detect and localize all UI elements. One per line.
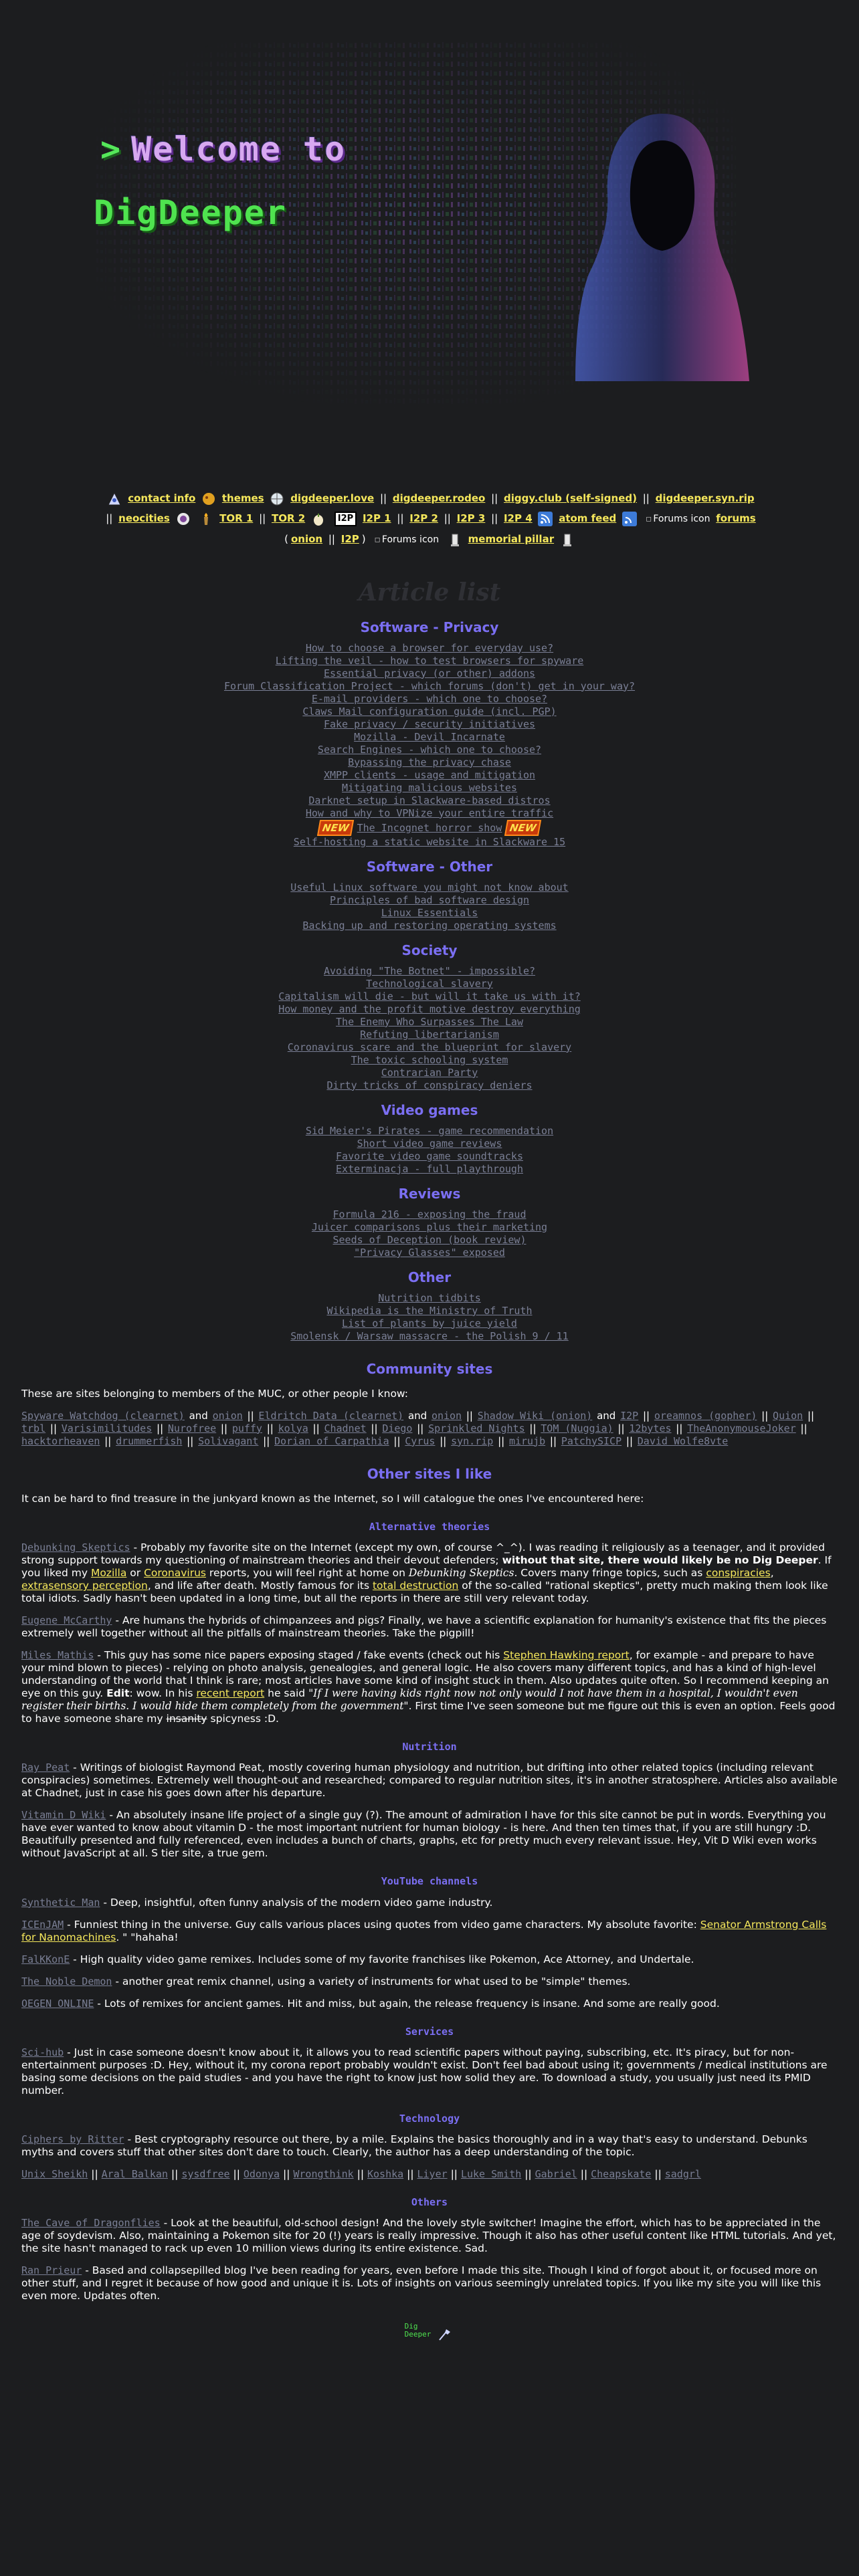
site-link[interactable]: Wrongthink bbox=[293, 2168, 354, 2181]
nav-atom-feed[interactable]: atom feed bbox=[559, 512, 617, 524]
body-text: || bbox=[353, 2168, 367, 2181]
article-link[interactable]: List of plants by juice yield bbox=[342, 1317, 517, 1329]
separator: || bbox=[153, 1422, 167, 1434]
site-link[interactable]: Synthetic Man bbox=[21, 1896, 100, 1909]
nav-forums-onion[interactable]: onion bbox=[290, 533, 323, 545]
site-link[interactable]: The Cave of Dragonflies bbox=[21, 2217, 161, 2230]
site-link[interactable]: Ran Prieur bbox=[21, 2264, 82, 2277]
article-link[interactable]: Useful Linux software you might not know about bbox=[290, 881, 569, 893]
community-site-link[interactable]: oreamnos (gopher) bbox=[654, 1409, 757, 1422]
community-site-link[interactable]: onion bbox=[212, 1409, 243, 1422]
site-link[interactable]: Cheapskate bbox=[591, 2168, 652, 2181]
atom-feed-icon bbox=[622, 512, 637, 526]
community-site-link[interactable]: syn.rip bbox=[451, 1434, 494, 1447]
site-link[interactable]: Gabriel bbox=[535, 2168, 577, 2181]
tor-icon bbox=[176, 512, 191, 526]
body-text: - This guy has some nice papers exposing staged / fake events (check out his bbox=[94, 1649, 504, 1662]
header-banner bbox=[0, 0, 859, 461]
community-site-link[interactable]: Chadnet bbox=[324, 1422, 367, 1434]
article-link[interactable]: Contrarian Party bbox=[381, 1066, 478, 1079]
article-link[interactable]: Claws Mail configuration guide (incl. PGP) bbox=[302, 705, 557, 718]
inline-link[interactable]: conspiracies bbox=[706, 1567, 771, 1580]
contact-icon bbox=[107, 492, 122, 506]
article-link[interactable]: Essential privacy (or other) addons bbox=[323, 667, 536, 679]
torch-icon bbox=[199, 512, 213, 526]
body-text: || bbox=[88, 2168, 102, 2181]
article-link[interactable]: Mozilla - Devil Incarnate bbox=[354, 730, 505, 743]
article-link[interactable]: Principles of bad software design bbox=[329, 893, 529, 906]
inline-link[interactable]: Mozilla bbox=[90, 1567, 127, 1580]
nav-i2p-2[interactable]: I2P 2 bbox=[409, 512, 438, 524]
inline-link[interactable]: Stephen Hawking report bbox=[503, 1649, 630, 1662]
pillar-icon-right bbox=[560, 532, 575, 547]
community-site-link[interactable]: David Wolfe8vte bbox=[637, 1434, 729, 1447]
forums-icon: ▫ Forums icon bbox=[646, 514, 710, 524]
group-title: Services bbox=[405, 2025, 454, 2038]
nav-diggy-club[interactable]: diggy.club (self-signed) bbox=[504, 492, 637, 504]
article-link[interactable]: Fake privacy / security initiatives bbox=[323, 718, 536, 730]
separator: || bbox=[614, 1422, 628, 1434]
article-link-new[interactable]: The Incognet horror show bbox=[357, 821, 502, 834]
separator: || bbox=[217, 1422, 231, 1434]
separator: || bbox=[526, 1422, 540, 1434]
emphasis-text: Edit bbox=[106, 1687, 130, 1700]
body-text: , and life after death. Mostly famous for its bbox=[147, 1580, 373, 1592]
body-text: spicyness :D. bbox=[207, 1713, 279, 1725]
site-entry bbox=[21, 1614, 838, 1640]
separator: || bbox=[672, 1422, 686, 1434]
category-links bbox=[21, 1125, 838, 1176]
separator: || bbox=[390, 1434, 404, 1447]
article-link[interactable]: Exterminacja - full playthrough bbox=[336, 1162, 523, 1175]
site-link[interactable]: Eugene McCarthy bbox=[21, 1614, 112, 1627]
body-text: - An absolutely insane life project of a single guy (?). The amount of admiration I have for this site cannot be put in words. Everything you have ever wanted to know about vitamin D - the most important nutrient for human biology - is here. And then ten times that, if you are still hungry :D. Beautifully presented and fully referenced, even includes a bunch of charts, graphs, etc for pretty much every relevant issue. Hey, Vit D Wiki even works without JavaScript at all. S tier site, a true gem. bbox=[21, 1809, 826, 1860]
community-site-link[interactable]: puffy bbox=[231, 1422, 262, 1434]
site-entry bbox=[21, 1897, 838, 1909]
body-text: , bbox=[770, 1567, 774, 1580]
community-site-link[interactable]: Spyware Watchdog (clearnet) bbox=[21, 1409, 185, 1422]
group-title: Others bbox=[411, 2196, 448, 2209]
site-link[interactable]: Odonya bbox=[243, 2168, 280, 2181]
article-link[interactable]: Nutrition tidbits bbox=[378, 1291, 481, 1304]
body-text: || bbox=[280, 2168, 294, 2181]
separator: || bbox=[101, 1434, 115, 1447]
nav-forums[interactable]: forums bbox=[716, 512, 756, 524]
globe-icon bbox=[270, 492, 284, 506]
body-text: - another great remix channel, using a variety of instruments for what used to be "simple" themes. bbox=[112, 1975, 631, 1988]
article-link[interactable]: Sid Meier's Pirates - game recommendation bbox=[305, 1124, 554, 1137]
inline-link[interactable]: recent report bbox=[196, 1687, 265, 1700]
community-site-link[interactable]: mirujb bbox=[508, 1434, 546, 1447]
community-site-link[interactable]: Dorian of Carpathia bbox=[274, 1434, 389, 1447]
body-text: || bbox=[229, 2168, 244, 2181]
body-text: || bbox=[521, 2168, 535, 2181]
article-link[interactable]: Coronavirus scare and the blueprint for slavery bbox=[287, 1041, 572, 1053]
body-text: - Deep, insightful, often funny analysis of the modern video game industry. bbox=[100, 1896, 493, 1909]
community-site-link[interactable]: PatchySICP bbox=[561, 1434, 622, 1447]
article-link[interactable]: How money and the profit motive destroy everything bbox=[278, 1002, 581, 1015]
article-link[interactable]: Self-hosting a static website in Slackware 15 bbox=[293, 835, 566, 848]
community-site-link[interactable]: kolya bbox=[278, 1422, 308, 1434]
site-link[interactable]: Ray Peat bbox=[21, 1761, 70, 1774]
other-sites-groups bbox=[21, 1520, 838, 2303]
new-badge-icon: NEW bbox=[317, 820, 355, 836]
welcome-label: Welcome to bbox=[131, 130, 347, 169]
body-text: he said bbox=[264, 1687, 309, 1700]
footer-shovel-icon bbox=[437, 2327, 452, 2341]
body-text: . If you liked my bbox=[21, 1554, 832, 1580]
forums-icon-2: ▫ Forums icon bbox=[374, 534, 439, 545]
site-link[interactable]: Aral Balkan bbox=[101, 2168, 168, 2181]
nav-memorial-pillar[interactable]: memorial pillar bbox=[468, 533, 555, 545]
article-link[interactable]: Favorite video game soundtracks bbox=[336, 1150, 523, 1162]
article-link[interactable]: Technological slavery bbox=[366, 977, 493, 990]
hooded-figure-illustration bbox=[575, 100, 749, 381]
community-site-link[interactable]: Sprinkled Nights bbox=[428, 1422, 525, 1434]
site-link[interactable]: sysdfree bbox=[181, 2168, 230, 2181]
body-text: - Probably my favorite site on the Internet (except my own, of course ^_^). I was reading it religiously as a teenager, and it provided strong support towards my questioning of mainstream theories and their devout defenders; bbox=[21, 1541, 825, 1567]
footer-logo[interactable]: Dig Deeper bbox=[404, 2322, 432, 2339]
main-content bbox=[21, 576, 838, 2341]
body-text: - Based and collapsepilled blog I've been reading for years, even before I made this site. Though I kind of forgot about it, or focused more on other stuff, and I regret it because of how good and unique it is. Lots of insights on various seemingly unrelated topics. If you like my site you will like this even more. Updates often. bbox=[21, 2264, 822, 2302]
nav-tor-1[interactable]: TOR 1 bbox=[219, 512, 254, 524]
community-site-link[interactable]: hacktorheaven bbox=[21, 1434, 100, 1447]
inline-link[interactable]: extrasensory perception bbox=[21, 1580, 148, 1592]
site-link[interactable]: Koshka bbox=[367, 2168, 404, 2181]
site-link[interactable]: sadgrl bbox=[664, 2168, 701, 2181]
site-link[interactable]: ICEnJAM bbox=[21, 1918, 64, 1931]
site-entry bbox=[21, 1975, 838, 1988]
article-link[interactable]: Bypassing the privacy chase bbox=[348, 756, 511, 768]
site-entry bbox=[21, 1919, 838, 1944]
article-link[interactable]: Short video game reviews bbox=[357, 1137, 502, 1150]
body-text: || bbox=[168, 2168, 182, 2181]
separator: || bbox=[367, 1422, 381, 1434]
site-link[interactable]: Miles Mathis bbox=[21, 1649, 94, 1662]
themes-icon bbox=[201, 492, 216, 506]
footer bbox=[21, 2323, 838, 2341]
article-link[interactable]: "Privacy Glasses" exposed bbox=[354, 1246, 505, 1259]
separator: and bbox=[593, 1409, 619, 1422]
body-text: || bbox=[447, 2168, 461, 2181]
category-title: Software - Other bbox=[366, 858, 493, 875]
category-links bbox=[21, 881, 838, 932]
separator: || bbox=[47, 1422, 60, 1434]
site-link[interactable]: Unix Sheikh bbox=[21, 2168, 88, 2181]
community-links bbox=[21, 1410, 838, 1448]
new-badge-icon: NEW bbox=[504, 820, 542, 836]
site-entry bbox=[21, 2046, 838, 2097]
category-title: Society bbox=[401, 942, 458, 958]
category-title: Reviews bbox=[398, 1185, 461, 1202]
nav-i2p-4[interactable]: I2P 4 bbox=[503, 512, 533, 524]
rss-feed-icon bbox=[538, 512, 553, 526]
body-text: || bbox=[651, 2168, 665, 2181]
article-link[interactable]: Dirty tricks of conspiracy deniers bbox=[326, 1079, 533, 1091]
nav-line-2: || neocities TOR 1 || TOR 2 I2P I2P 1 || I2P 2 || I2P 3 || I2P 4 atom feed ▫ Forums icon forums bbox=[38, 508, 821, 529]
nav-line-3: ( onion || I2P ) ▫ Forums icon memorial pillar bbox=[38, 529, 821, 550]
body-text: - Best cryptography resource out there, by a mile. Explains the basics thoroughly and in a way that's easy to understand. Debunks myths and covers stuff that other sites don't dare to touch. Clearly, the author has a deep understanding of the topic. bbox=[21, 2133, 807, 2159]
community-site-link[interactable]: onion bbox=[431, 1409, 462, 1422]
inline-link[interactable]: total destruction bbox=[372, 1580, 459, 1592]
body-text: . Covers many fringe topics, such as bbox=[514, 1567, 706, 1580]
site-link[interactable]: OEGEN ONLINE bbox=[21, 1997, 94, 2010]
community-site-link[interactable]: Nurofree bbox=[167, 1422, 217, 1434]
separator: || bbox=[640, 1409, 653, 1422]
site-entry bbox=[21, 1809, 838, 1860]
category-title: Software - Privacy bbox=[360, 619, 499, 635]
pillar-icon bbox=[448, 532, 462, 547]
body-text: - Just in case someone doesn't know about it, it allows you to read scientific papers without paying, subscribing, etc. It's piracy, but for non-entertainment purposes :D. Hey, without it, my corona report probably wouldn't exist. Don't feel bad about using it; governments / medical institutions are basing some decisions on the paid studies - and you have the right to know just how solid they are. To download a study, you usually just need its PMID number. bbox=[21, 2046, 828, 2097]
article-list-heading: Article list bbox=[358, 578, 501, 607]
site-link[interactable]: Ciphers by Ritter bbox=[21, 2133, 124, 2146]
nav-i2p-3[interactable]: I2P 3 bbox=[456, 512, 486, 524]
category-links bbox=[21, 1208, 838, 1259]
separator: || bbox=[413, 1422, 427, 1434]
body-text: , for example - and prepare to have your mind blown to pieces) - relying on photo analysis, genealogies, and general logic. He also covers many different topics, and has a kind of high-level understanding of the world that I think is rare; most articles have some kind of insight stuck in them. Also updates quite often. So I recommend keeping an eye on this guy. bbox=[21, 1649, 829, 1700]
separator: || bbox=[494, 1434, 508, 1447]
category-title: Other bbox=[407, 1269, 452, 1285]
prompt-chevron: > bbox=[100, 130, 122, 169]
nav-tor-2[interactable]: TOR 2 bbox=[271, 512, 306, 524]
body-text: - Funniest thing in the universe. Guy calls various places using quotes from video game characters. My absolute favorite: bbox=[64, 1918, 700, 1931]
article-link[interactable]: Juicer comparisons plus their marketing bbox=[311, 1220, 548, 1233]
nav-neocities[interactable]: neocities bbox=[118, 512, 170, 524]
body-text: - Writings of biologist Raymond Peat, mostly covering human physiology and nutrition, but drifting into other related topics (including relevant conspiracies) sometimes. Extremely well thought-out and researched; compared to regular nutrition sites, it's in another stratosphere. Articles also available at Chadnet, just in case his goes down after his departure. bbox=[21, 1761, 838, 1800]
site-link[interactable]: Sci-hub bbox=[21, 2046, 64, 2058]
separator: || bbox=[263, 1422, 277, 1434]
site-entry bbox=[21, 1998, 838, 2010]
site-link[interactable]: FalKKonE bbox=[21, 1953, 70, 1965]
other-sites-heading: Other sites I like bbox=[367, 1465, 492, 1482]
group-title: Nutrition bbox=[402, 1741, 457, 1753]
separator: || bbox=[547, 1434, 560, 1447]
article-link[interactable]: Capitalism will die - but will it take us with it? bbox=[278, 990, 581, 1002]
separator: || bbox=[309, 1422, 323, 1434]
separator: and bbox=[185, 1409, 211, 1422]
nav-contact-info[interactable]: contact info bbox=[128, 492, 196, 504]
italic-text: "If I were having kids right now not only would I not have them in a hospital, I wouldn't even register their births. I would hide them completely from the government" bbox=[21, 1687, 798, 1713]
separator: || bbox=[758, 1409, 772, 1422]
article-link[interactable]: Backing up and restoring operating systems bbox=[302, 919, 557, 932]
community-site-link[interactable]: Solivagant bbox=[198, 1434, 259, 1447]
group-title: Alternative theories bbox=[369, 1520, 490, 1533]
other-sites-intro: It can be hard to find treasure in the junkyard known as the Internet, so I will catalogue the ones I've encountered here: bbox=[21, 1492, 644, 1505]
article-link[interactable]: Darknet setup in Slackware-based distros bbox=[308, 794, 551, 807]
body-text: - Lots of remixes for ancient games. Hit and miss, but again, the release frequency is insane. And some are really good. bbox=[94, 1997, 720, 2010]
community-site-link[interactable]: Cyrus bbox=[405, 1434, 436, 1447]
site-link[interactable]: Debunking Skeptics bbox=[21, 1541, 130, 1554]
site-link[interactable]: Liyer bbox=[417, 2168, 448, 2181]
site-entry bbox=[21, 1761, 838, 1800]
body-text: . First time I've seen someone but me figure out this is even an option. Feels good to have someone share my bbox=[21, 1700, 836, 1725]
inline-link[interactable]: Senator Armstrong Calls for Nanomachines bbox=[21, 1918, 827, 1943]
nav-themes[interactable]: themes bbox=[221, 492, 264, 504]
separator: || bbox=[804, 1409, 815, 1422]
site-entry bbox=[21, 2168, 838, 2181]
body-text: of the so-called "rational skeptics", pretty much making them look like total idiots. Sadly hasn't been updated in a long time, but all the reports in there are still very relevant today. bbox=[21, 1580, 828, 1605]
community-site-link[interactable]: drummerfish bbox=[116, 1434, 183, 1447]
community-intro: These are sites belonging to members of the MUC, or other people I know: bbox=[21, 1387, 408, 1400]
article-link[interactable]: Seeds of Deception (book review) bbox=[332, 1233, 527, 1246]
article-link[interactable]: Mitigating malicious websites bbox=[342, 781, 517, 794]
article-link[interactable]: XMPP clients - usage and mitigation bbox=[323, 768, 536, 781]
banner-welcome-text bbox=[100, 127, 346, 173]
article-link[interactable]: How to choose a browser for everyday use? bbox=[305, 641, 554, 654]
site-entry bbox=[21, 1953, 838, 1966]
body-text: "hahaha! bbox=[130, 1931, 179, 1943]
site-entry bbox=[21, 1649, 838, 1725]
italic-text: Debunking Skeptics bbox=[408, 1567, 514, 1580]
separator: || bbox=[260, 1434, 274, 1447]
article-link[interactable]: Smolensk / Warsaw massacre - the Polish 9 / 11 bbox=[290, 1329, 569, 1342]
nav-line-1: contact info themes digdeeper.love || digdeeper.rodeo || diggy.club (self-signed) || digdeeper.syn.rip bbox=[38, 488, 821, 508]
body-text: - Are humans the hybrids of chimpanzees and pigs? Finally, we have a scientific explanation for humanity's existence that fits the pieces extremely well together without all the pitfalls of mainstream theories. Take the pigpill! bbox=[21, 1614, 827, 1640]
separator: || bbox=[183, 1434, 197, 1447]
group-title: YouTube channels bbox=[381, 1875, 478, 1888]
community-site-link[interactable]: I2P bbox=[620, 1409, 639, 1422]
community-site-link[interactable]: Varisimilitudes bbox=[61, 1422, 153, 1434]
category-links bbox=[21, 642, 838, 849]
site-link[interactable]: Luke Smith bbox=[460, 2168, 522, 2181]
nav-forums-i2p[interactable]: I2P bbox=[341, 533, 359, 545]
article-link[interactable]: The toxic schooling system bbox=[351, 1053, 508, 1066]
category-title: Video games bbox=[381, 1101, 478, 1118]
article-link[interactable]: Avoiding "The Botnet" - impossible? bbox=[323, 964, 536, 977]
site-link[interactable]: Vitamin D Wiki bbox=[21, 1809, 106, 1822]
emphasis-text: without that site, there would likely be no Dig Deeper bbox=[502, 1554, 818, 1567]
community-site-link[interactable]: Shadow Wiki (onion) bbox=[477, 1409, 593, 1422]
category-links bbox=[21, 1292, 838, 1343]
article-link[interactable]: E-mail providers - which one to choose? bbox=[311, 692, 548, 705]
separator: || bbox=[463, 1409, 476, 1422]
onion-icon bbox=[311, 512, 326, 526]
new-article-row bbox=[21, 820, 838, 836]
body-text: - Look at the beautiful, old-school design! And the lovely style switcher! Imagine the effort, which has to be appreciated in the age of soydevism. Also, maintaining a Pokemon site for 20 (!) years is really impressive. Though it also has other useful content like HTML tutorials. And yet, the site hasn't managed to rack up even 10 million views during its entire existence. Sad. bbox=[21, 2217, 836, 2255]
site-navigation bbox=[38, 488, 821, 550]
site-link[interactable]: The Noble Demon bbox=[21, 1975, 112, 1988]
community-sites-heading: Community sites bbox=[366, 1360, 493, 1377]
community-site-link[interactable]: TOM (Nuggia) bbox=[541, 1422, 613, 1434]
group-title: Technology bbox=[399, 2112, 460, 2125]
article-link[interactable]: Wikipedia is the Ministry of Truth bbox=[326, 1304, 533, 1317]
body-text: or bbox=[126, 1567, 145, 1580]
article-link[interactable]: Refuting libertarianism bbox=[360, 1028, 499, 1041]
strikethrough-text: insanity bbox=[166, 1713, 207, 1725]
community-site-link[interactable]: Eldritch Data (clearnet) bbox=[258, 1409, 404, 1422]
body-text: - High quality video game remixes. Includes some of my favorite franchises like Pokemon, Ace Attorney, and Undertale. bbox=[70, 1953, 694, 1965]
article-link[interactable]: How and why to VPNize your entire traffic bbox=[305, 807, 554, 819]
community-site-link[interactable]: TheAnonymouseJoker bbox=[687, 1422, 796, 1434]
separator: || bbox=[797, 1422, 807, 1434]
separator: || bbox=[623, 1434, 636, 1447]
article-link[interactable]: Formula 216 - exposing the fraud bbox=[332, 1208, 527, 1220]
article-link[interactable]: The Enemy Who Surpasses The Law bbox=[336, 1015, 523, 1028]
separator: || bbox=[436, 1434, 450, 1447]
nav-i2p-1[interactable]: I2P 1 bbox=[362, 512, 391, 524]
category-links bbox=[21, 965, 838, 1092]
community-site-link[interactable]: Quion bbox=[773, 1409, 803, 1422]
site-entry bbox=[21, 2264, 838, 2302]
separator: and bbox=[405, 1409, 430, 1422]
article-categories bbox=[21, 619, 838, 1343]
nav-digdeeper-syn-rip[interactable]: digdeeper.syn.rip bbox=[655, 492, 755, 504]
i2p-icon: I2P bbox=[335, 512, 357, 526]
body-text: . " bbox=[116, 1931, 128, 1943]
nav-digdeeper-love[interactable]: digdeeper.love bbox=[290, 492, 375, 504]
article-link[interactable]: Forum Classification Project - which forums (don't) get in your way? bbox=[223, 679, 636, 692]
body-text: || bbox=[577, 2168, 591, 2181]
separator: || bbox=[244, 1409, 258, 1422]
inline-link[interactable]: Coronavirus bbox=[144, 1567, 206, 1580]
community-site-link[interactable]: trbl bbox=[21, 1422, 46, 1434]
community-site-link[interactable]: 12bytes bbox=[629, 1422, 672, 1434]
article-link[interactable]: Search Engines - which one to choose? bbox=[317, 743, 542, 756]
site-entry bbox=[21, 1541, 838, 1605]
community-site-link[interactable]: Diego bbox=[382, 1422, 413, 1434]
article-link[interactable]: Linux Essentials bbox=[381, 906, 478, 919]
body-text: || bbox=[403, 2168, 417, 2181]
article-link[interactable]: Lifting the veil - how to test browsers for spyware bbox=[275, 654, 584, 667]
body-text: : wow. In his bbox=[129, 1687, 197, 1700]
body-text: reports, you will feel right at home on bbox=[206, 1567, 409, 1580]
site-entry bbox=[21, 2217, 838, 2255]
nav-digdeeper-rodeo[interactable]: digdeeper.rodeo bbox=[392, 492, 486, 504]
site-entry bbox=[21, 2133, 838, 2159]
banner-brand-text: DigDeeper bbox=[94, 193, 287, 232]
